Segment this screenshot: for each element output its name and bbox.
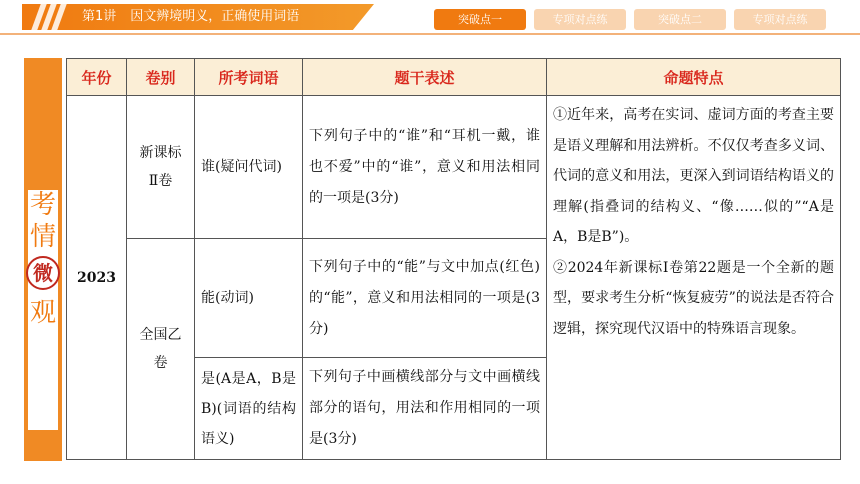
top-bar (0, 0, 860, 34)
table-header-row (67, 59, 841, 96)
side-char-2: 情 (29, 222, 56, 252)
header-volume: 卷别 (127, 59, 195, 96)
lesson-number: 第1讲 (82, 9, 117, 24)
word-cell: 谁(疑问代词) (195, 96, 303, 239)
header-divider (0, 33, 860, 35)
header-feature: 命题特点 (547, 59, 841, 96)
side-char-1: 考 (29, 190, 56, 220)
feature-point-2: ②2024年新课标Ⅰ卷第22题是一个全新的题型，要求考生分析“恢复疲劳”的说法是否符合逻辑，探究现代汉语中的特殊语言现象。 (553, 259, 834, 337)
side-seal-char: 微 (26, 256, 60, 290)
lesson-name: 因文辨境明义，正确使用词语 (130, 9, 300, 24)
tab-breakthrough-2[interactable]: 突破点二 (634, 9, 726, 30)
feature-cell (547, 96, 841, 460)
header-year: 年份 (67, 59, 127, 96)
banner-stripes (32, 4, 66, 30)
volume-cell (127, 239, 195, 460)
word-cell: 是(A是A，B是B)(词语的结构语义) (195, 358, 303, 460)
side-label (28, 190, 58, 430)
feature-point-1: ①近年来，高考在实词、虚词方面的考查主要是语义理解和用法辨析。不仅仅考查多义词、代词的意义和用法，更深入到词语结构语义的理解(指叠词的结构义、“像……似的”“A是A，B是B”)。 (553, 107, 834, 245)
volume-text: 新课标Ⅱ卷 (139, 145, 182, 189)
table-row (67, 96, 841, 239)
year-cell: 2023 (67, 96, 127, 460)
tab-practice-2[interactable]: 专项对点练 (734, 9, 826, 30)
exam-analysis-table (66, 58, 841, 460)
volume-cell (127, 96, 195, 239)
header-word: 所考词语 (195, 59, 303, 96)
tab-practice-1[interactable]: 专项对点练 (534, 9, 626, 30)
tab-breakthrough-1[interactable]: 突破点一 (434, 9, 526, 30)
stem-cell: 下列句子中的“谁”和“耳机一戴，谁也不爱”中的“谁”，意义和用法相同的一项是(3分) (303, 96, 547, 239)
header-stem: 题干表述 (303, 59, 547, 96)
volume-text: 全国乙卷 (139, 327, 182, 371)
word-cell: 能(动词) (195, 239, 303, 358)
stem-cell: 下列句子中的“能”与文中加点(红色)的“能”，意义和用法相同的一项是(3分) (303, 239, 547, 358)
lesson-title (82, 7, 299, 27)
side-char-4: 观 (29, 298, 56, 328)
stem-cell: 下列句子中画横线部分与文中画横线部分的语句，用法和作用相同的一项是(3分) (303, 358, 547, 460)
